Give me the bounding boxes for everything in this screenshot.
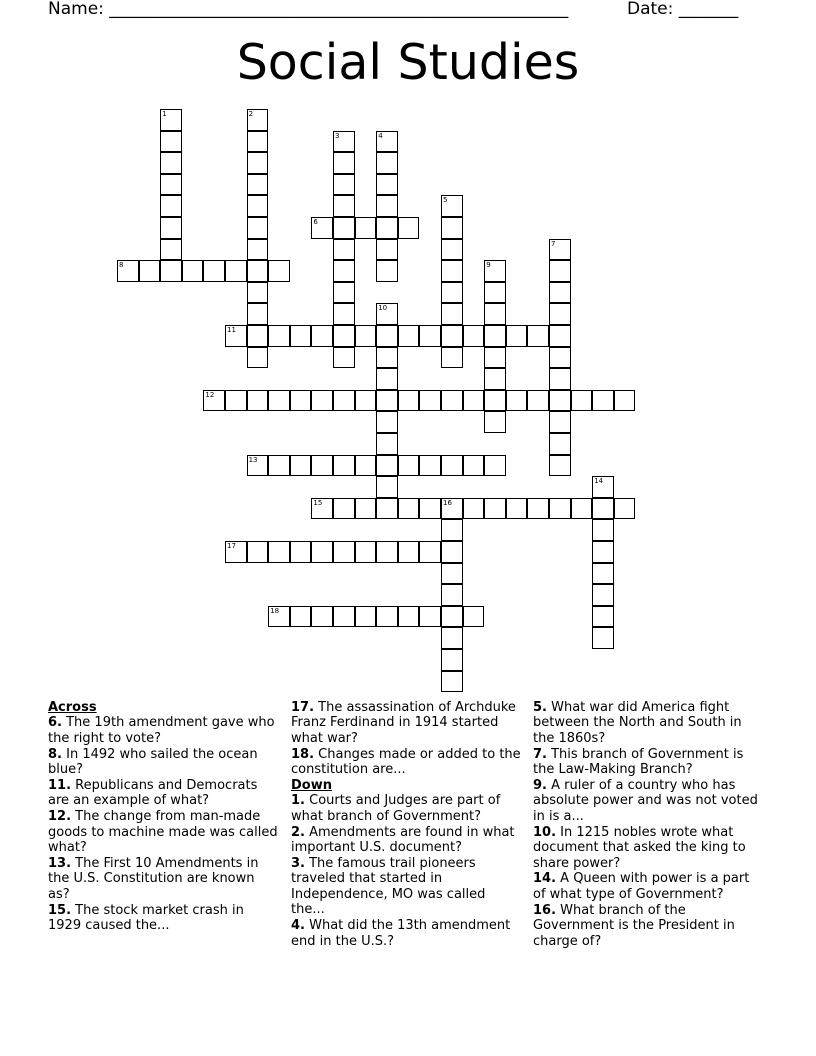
crossword-cell[interactable] bbox=[290, 325, 312, 347]
across-heading: Across bbox=[48, 700, 97, 715]
crossword-cell[interactable] bbox=[247, 541, 269, 563]
crossword-cell[interactable] bbox=[268, 260, 290, 282]
crossword-cell[interactable] bbox=[549, 239, 571, 261]
crossword-cell[interactable] bbox=[333, 282, 355, 304]
clue-down-4 bbox=[291, 918, 523, 949]
crossword-cell[interactable] bbox=[376, 368, 398, 390]
crossword-cell[interactable] bbox=[398, 325, 420, 347]
clue-text: In 1215 nobles wrote what document that asked the king to share power? bbox=[533, 824, 746, 871]
clue-across-13 bbox=[48, 856, 280, 902]
crossword-cell[interactable] bbox=[355, 606, 377, 628]
clue-number: 16. bbox=[533, 902, 557, 918]
crossword-cell[interactable] bbox=[592, 476, 614, 498]
crossword-cell[interactable] bbox=[376, 217, 398, 239]
clue-number: 6. bbox=[48, 715, 62, 731]
crossword-cell[interactable] bbox=[506, 325, 528, 347]
crossword-cell[interactable] bbox=[571, 498, 593, 520]
crossword-cell[interactable] bbox=[592, 390, 614, 412]
crossword-cell[interactable] bbox=[376, 433, 398, 455]
cell-number: 9 bbox=[486, 261, 491, 270]
crossword-cell[interactable] bbox=[549, 455, 571, 477]
crossword-cell[interactable] bbox=[441, 649, 463, 671]
crossword-cell[interactable] bbox=[268, 541, 290, 563]
clue-number: 2. bbox=[291, 824, 305, 840]
crossword-cell[interactable] bbox=[398, 498, 420, 520]
crossword-cell[interactable] bbox=[441, 260, 463, 282]
clue-number: 14. bbox=[533, 871, 557, 887]
crossword-cell[interactable] bbox=[311, 498, 333, 520]
crossword-cell[interactable] bbox=[463, 498, 485, 520]
crossword-cell[interactable] bbox=[549, 260, 571, 282]
clues-column-1 bbox=[48, 700, 280, 934]
crossword-cell[interactable] bbox=[549, 390, 571, 412]
crossword-cell[interactable] bbox=[268, 455, 290, 477]
crossword-cell[interactable] bbox=[441, 325, 463, 347]
crossword-cell[interactable] bbox=[290, 541, 312, 563]
crossword-cell[interactable] bbox=[225, 260, 247, 282]
crossword-cell[interactable] bbox=[441, 455, 463, 477]
crossword-cell[interactable] bbox=[549, 368, 571, 390]
crossword-cell[interactable] bbox=[333, 131, 355, 153]
crossword-cell[interactable] bbox=[376, 455, 398, 477]
clue-number: 5. bbox=[533, 700, 547, 715]
clue-down-14 bbox=[533, 871, 765, 902]
crossword-cell[interactable] bbox=[247, 390, 269, 412]
clue-number: 17. bbox=[291, 700, 315, 715]
clue-number: 8. bbox=[48, 746, 62, 762]
crossword-cell[interactable] bbox=[333, 239, 355, 261]
cell-number: 2 bbox=[248, 110, 254, 118]
crossword-cell[interactable] bbox=[333, 390, 355, 412]
crossword-cell[interactable] bbox=[592, 606, 614, 628]
crossword-cell[interactable] bbox=[247, 347, 269, 369]
crossword-cell[interactable] bbox=[571, 390, 593, 412]
cell-number: 16 bbox=[443, 498, 452, 507]
crossword-cell[interactable] bbox=[484, 455, 506, 477]
clue-number: 1. bbox=[291, 793, 305, 809]
crossword-cell[interactable] bbox=[441, 606, 463, 628]
clue-down-16 bbox=[533, 903, 765, 949]
crossword-cell[interactable] bbox=[247, 260, 269, 282]
crossword-cell[interactable] bbox=[355, 541, 377, 563]
crossword-cell[interactable] bbox=[160, 217, 182, 239]
crossword-cell[interactable] bbox=[247, 195, 269, 217]
clue-across-11 bbox=[48, 778, 280, 809]
crossword-cell[interactable] bbox=[333, 260, 355, 282]
crossword-cell[interactable] bbox=[160, 239, 182, 261]
crossword-cell[interactable] bbox=[268, 325, 290, 347]
clue-down-3 bbox=[291, 856, 523, 918]
crossword-cell[interactable] bbox=[419, 455, 441, 477]
crossword-cell[interactable] bbox=[441, 239, 463, 261]
crossword-cell[interactable] bbox=[268, 390, 290, 412]
crossword-cell[interactable] bbox=[484, 260, 506, 282]
clue-text: The stock market crash in 1929 caused the... bbox=[48, 902, 244, 934]
clue-number: 18. bbox=[291, 746, 315, 762]
crossword-cell[interactable] bbox=[203, 390, 225, 412]
crossword-cell[interactable] bbox=[549, 347, 571, 369]
crossword-cell[interactable] bbox=[376, 260, 398, 282]
clue-down-5 bbox=[533, 700, 765, 746]
crossword-cell[interactable] bbox=[549, 498, 571, 520]
crossword-cell[interactable] bbox=[160, 174, 182, 196]
clue-down-2 bbox=[291, 825, 523, 856]
crossword-cell[interactable] bbox=[355, 455, 377, 477]
clue-down-7 bbox=[533, 747, 765, 778]
clues-column-2 bbox=[291, 700, 523, 950]
crossword-cell[interactable] bbox=[311, 325, 333, 347]
cell-number: 17 bbox=[227, 542, 236, 550]
crossword-cell[interactable] bbox=[376, 411, 398, 433]
crossword-cell[interactable] bbox=[484, 368, 506, 390]
crossword-cell[interactable] bbox=[484, 303, 506, 325]
crossword-cell[interactable] bbox=[376, 476, 398, 498]
crossword-cell[interactable] bbox=[441, 390, 463, 412]
crossword-cell[interactable] bbox=[463, 390, 485, 412]
crossword-cell[interactable] bbox=[376, 152, 398, 174]
crossword-cell[interactable] bbox=[441, 282, 463, 304]
down-heading: Down bbox=[291, 778, 332, 794]
crossword-cell[interactable] bbox=[376, 131, 398, 153]
clue-text: The First 10 Amendments in the U.S. Constitution are known as? bbox=[48, 856, 259, 902]
crossword-cell[interactable] bbox=[484, 390, 506, 412]
crossword-cell[interactable] bbox=[441, 627, 463, 649]
clue-number: 11. bbox=[48, 778, 72, 794]
crossword-cell[interactable] bbox=[333, 541, 355, 563]
clue-across-8 bbox=[48, 747, 280, 778]
clue-text: What branch of the Government is the President in charge of? bbox=[533, 902, 735, 949]
crossword-cell[interactable] bbox=[441, 217, 463, 239]
crossword-cell[interactable] bbox=[463, 606, 485, 628]
crossword-cell[interactable] bbox=[592, 627, 614, 649]
crossword-cell[interactable] bbox=[247, 303, 269, 325]
crossword-cell[interactable] bbox=[484, 411, 506, 433]
clue-text: Changes made or added to the constitution are... bbox=[291, 746, 521, 778]
crossword-cell[interactable] bbox=[311, 541, 333, 563]
clue-across-15 bbox=[48, 903, 280, 934]
crossword-cell[interactable] bbox=[592, 541, 614, 563]
crossword-cell[interactable] bbox=[398, 541, 420, 563]
crossword-cell[interactable] bbox=[311, 217, 333, 239]
clue-number: 9. bbox=[533, 778, 547, 794]
clue-number: 15. bbox=[48, 902, 72, 918]
cell-number: 6 bbox=[313, 218, 318, 226]
clue-across-6 bbox=[48, 715, 280, 746]
cell-number: 8 bbox=[119, 261, 124, 270]
crossword-cell[interactable] bbox=[225, 390, 247, 412]
crossword-cell[interactable] bbox=[290, 606, 312, 628]
crossword-cell[interactable] bbox=[247, 217, 269, 239]
clue-number: 7. bbox=[533, 746, 547, 762]
clue-text: What did the 13th amendment end in the U.S.? bbox=[291, 918, 511, 949]
crossword-cell[interactable] bbox=[182, 260, 204, 282]
crossword-cell[interactable] bbox=[549, 433, 571, 455]
crossword-cell[interactable] bbox=[527, 498, 549, 520]
crossword-cell[interactable] bbox=[117, 260, 139, 282]
cell-number: 5 bbox=[443, 196, 448, 205]
crossword-cell[interactable] bbox=[376, 195, 398, 217]
crossword-cell[interactable] bbox=[506, 390, 528, 412]
crossword-cell[interactable] bbox=[311, 390, 333, 412]
crossword-cell[interactable] bbox=[506, 498, 528, 520]
crossword-cell[interactable] bbox=[376, 606, 398, 628]
crossword-cell[interactable] bbox=[441, 519, 463, 541]
crossword-cell[interactable] bbox=[225, 325, 247, 347]
crossword-cell[interactable] bbox=[463, 325, 485, 347]
crossword-cell[interactable] bbox=[398, 606, 420, 628]
clue-number: 3. bbox=[291, 856, 305, 872]
crossword-cell[interactable] bbox=[268, 606, 290, 628]
clue-text: In 1492 who sailed the ocean blue? bbox=[48, 746, 258, 778]
clue-number: 12. bbox=[48, 809, 72, 825]
crossword-cell[interactable] bbox=[441, 303, 463, 325]
crossword-cell[interactable] bbox=[333, 325, 355, 347]
clue-text: A ruler of a country who has absolute power and was not voted in is a... bbox=[533, 778, 758, 824]
crossword-cell[interactable] bbox=[419, 606, 441, 628]
clue-down-1 bbox=[291, 793, 523, 824]
crossword-cell[interactable] bbox=[484, 325, 506, 347]
crossword-cell[interactable] bbox=[484, 347, 506, 369]
clue-text: The change from man-made goods to machine made was called what? bbox=[48, 809, 278, 856]
crossword-cell[interactable] bbox=[247, 109, 269, 131]
crossword-cell[interactable] bbox=[592, 563, 614, 585]
crossword-cell[interactable] bbox=[290, 455, 312, 477]
crossword-cell[interactable] bbox=[549, 282, 571, 304]
crossword-cell[interactable] bbox=[333, 498, 355, 520]
cell-number: 14 bbox=[594, 477, 604, 486]
clue-text: The 19th amendment gave who the right to vote? bbox=[48, 715, 275, 746]
clues-column-3 bbox=[533, 700, 765, 950]
clue-text: Republicans and Democrats are an example of what? bbox=[48, 778, 258, 809]
clue-text: A Queen with power is a part of what type of Government? bbox=[533, 871, 750, 902]
crossword-cell[interactable] bbox=[484, 282, 506, 304]
crossword-cell[interactable] bbox=[333, 455, 355, 477]
crossword-cell[interactable] bbox=[376, 303, 398, 325]
crossword-cell[interactable] bbox=[419, 498, 441, 520]
clue-text: The assassination of Archduke Franz Ferdinand in 1914 started what war? bbox=[291, 700, 516, 746]
crossword-cell[interactable] bbox=[333, 347, 355, 369]
crossword-cell[interactable] bbox=[311, 455, 333, 477]
crossword-cell[interactable] bbox=[203, 260, 225, 282]
crossword-cell[interactable] bbox=[355, 390, 377, 412]
crossword-cell[interactable] bbox=[333, 195, 355, 217]
crossword-cell[interactable] bbox=[592, 584, 614, 606]
cell-number: 11 bbox=[227, 326, 236, 334]
crossword-cell[interactable] bbox=[592, 498, 614, 520]
crossword-cell[interactable] bbox=[376, 239, 398, 261]
clue-down-9 bbox=[533, 778, 765, 824]
cell-number: 13 bbox=[248, 455, 258, 464]
crossword-cell[interactable] bbox=[376, 390, 398, 412]
crossword-cell[interactable] bbox=[355, 217, 377, 239]
crossword-cell[interactable] bbox=[355, 325, 377, 347]
crossword-cell[interactable] bbox=[376, 174, 398, 196]
crossword-cell[interactable] bbox=[549, 325, 571, 347]
crossword-cell[interactable] bbox=[549, 411, 571, 433]
crossword-cell[interactable] bbox=[247, 131, 269, 153]
clue-across-17 bbox=[291, 700, 523, 746]
crossword-cell[interactable] bbox=[419, 390, 441, 412]
page-title: Social Studies bbox=[236, 34, 580, 91]
crossword-cell[interactable] bbox=[247, 325, 269, 347]
crossword-cell[interactable] bbox=[419, 325, 441, 347]
crossword-cell[interactable] bbox=[592, 519, 614, 541]
crossword-cell[interactable] bbox=[527, 325, 549, 347]
crossword-cell[interactable] bbox=[376, 325, 398, 347]
crossword-cell[interactable] bbox=[376, 347, 398, 369]
crossword-cell[interactable] bbox=[441, 347, 463, 369]
crossword-cell[interactable] bbox=[441, 195, 463, 217]
cell-number: 12 bbox=[205, 390, 215, 399]
cell-number: 18 bbox=[270, 606, 280, 615]
crossword-cell[interactable] bbox=[247, 282, 269, 304]
crossword-cell[interactable] bbox=[160, 109, 182, 131]
crossword-cell[interactable] bbox=[376, 541, 398, 563]
cell-number: 7 bbox=[551, 239, 556, 248]
crossword-cell[interactable] bbox=[247, 174, 269, 196]
crossword-cell[interactable] bbox=[333, 174, 355, 196]
crossword-cell[interactable] bbox=[441, 563, 463, 585]
crossword-cell[interactable] bbox=[441, 584, 463, 606]
clue-text: Courts and Judges are part of what branch of Government? bbox=[291, 793, 501, 824]
cell-number: 10 bbox=[378, 304, 388, 313]
crossword-cell[interactable] bbox=[225, 541, 247, 563]
crossword-cell[interactable] bbox=[419, 541, 441, 563]
crossword-cell[interactable] bbox=[614, 498, 636, 520]
clue-text: This branch of Government is the Law-Making Branch? bbox=[533, 746, 744, 778]
crossword-cell[interactable] bbox=[247, 152, 269, 174]
cell-number: 15 bbox=[313, 498, 323, 507]
cell-number: 1 bbox=[162, 110, 167, 118]
crossword-cell[interactable] bbox=[549, 303, 571, 325]
crossword-cell[interactable] bbox=[290, 390, 312, 412]
crossword-cell[interactable] bbox=[441, 541, 463, 563]
crossword-cell[interactable] bbox=[333, 303, 355, 325]
crossword-cell[interactable] bbox=[247, 455, 269, 477]
crossword-cell[interactable] bbox=[527, 390, 549, 412]
crossword-cell[interactable] bbox=[311, 606, 333, 628]
crossword-cell[interactable] bbox=[463, 455, 485, 477]
crossword-cell[interactable] bbox=[160, 131, 182, 153]
clue-down-10 bbox=[533, 825, 765, 871]
crossword-cell[interactable] bbox=[333, 152, 355, 174]
crossword-cell[interactable] bbox=[333, 217, 355, 239]
clue-across-18 bbox=[291, 747, 523, 778]
clue-text: Amendments are found in what important U.S. document? bbox=[291, 824, 515, 856]
crossword-cell[interactable] bbox=[441, 498, 463, 520]
crossword-cell[interactable] bbox=[355, 498, 377, 520]
crossword-cell[interactable] bbox=[614, 390, 636, 412]
clue-number: 13. bbox=[48, 856, 72, 872]
crossword-cell[interactable] bbox=[160, 260, 182, 282]
clue-number: 10. bbox=[533, 824, 557, 840]
crossword-cell[interactable] bbox=[160, 195, 182, 217]
name-field-label[interactable]: Name: ______________________________________________________ bbox=[48, 0, 569, 19]
crossword-cell[interactable] bbox=[484, 498, 506, 520]
clue-text: The famous trail pioneers traveled that started in Independence, MO was called the... bbox=[291, 856, 486, 918]
crossword-cell[interactable] bbox=[376, 498, 398, 520]
date-field-label[interactable]: Date: _______ bbox=[627, 0, 739, 19]
cell-number: 4 bbox=[378, 131, 383, 140]
clue-across-12 bbox=[48, 809, 280, 855]
crossword-cell[interactable] bbox=[398, 455, 420, 477]
clue-text: What war did America fight between the North and South in the 1860s? bbox=[533, 700, 742, 746]
crossword-cell[interactable] bbox=[160, 152, 182, 174]
crossword-cell[interactable] bbox=[398, 390, 420, 412]
crossword-cell[interactable] bbox=[333, 606, 355, 628]
clue-number: 4. bbox=[291, 918, 305, 934]
crossword-cell[interactable] bbox=[398, 217, 420, 239]
crossword-cell[interactable] bbox=[441, 671, 463, 693]
crossword-cell[interactable] bbox=[247, 239, 269, 261]
cell-number: 3 bbox=[335, 131, 340, 140]
crossword-cell[interactable] bbox=[139, 260, 161, 282]
